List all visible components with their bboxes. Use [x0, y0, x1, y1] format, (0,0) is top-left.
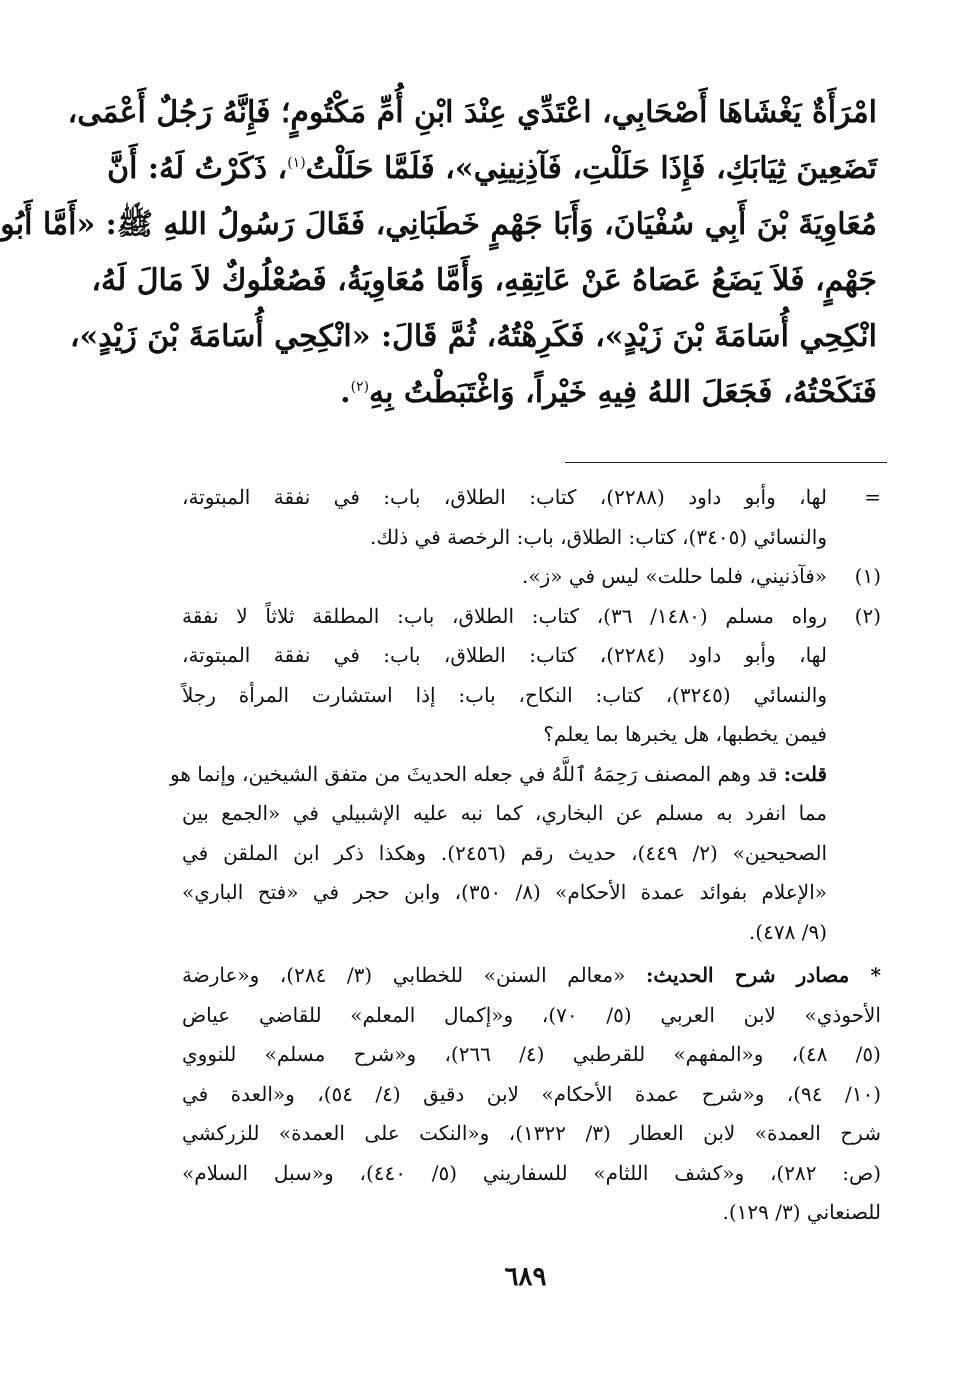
footnote-line: لها، وأبو داود (٢٢٨٨)، كتاب: الطلاق، باب: في نفقة المبتوتة، [182, 485, 827, 509]
qult-text: قد وهم المصنف رَحِمَهُ ٱللَّهُ في جعله الحديثَ من متفق الشيخين، وإنما هو [170, 761, 778, 786]
sources-note [182, 956, 881, 1233]
main-line-5: انْكِحِي أُسَامَةَ بْنَ زَيْدٍ»، فَكَرِهْتُهُ، ثُمَّ قَالَ: «انْكِحِي أُسَامَةَ بْنَ زَيْدٍ»، [69, 319, 877, 354]
footnote-line: مما انفرد به مسلم عن البخاري، كما نبه عليه الإشبيلي في «الجمع بين [182, 801, 827, 825]
continuation-mark: = [864, 485, 881, 509]
footnote-line: (٩/ ٤٧٨). [748, 919, 827, 944]
footnote-1-mark: (١) [854, 564, 881, 588]
footnote-line: فيمن يخطبها، هل يخبرها بما يعلم؟ [543, 722, 827, 746]
footnote-line: رواه مسلم (١٤٨٠/ ٣٦)، كتاب: الطلاق، باب: المطلقة ثلاثاً لا نفقة [182, 603, 827, 628]
footnote-line: والنسائي (٣٤٠٥)، كتاب: الطلاق، باب: الرخصة في ذلك. [369, 524, 827, 549]
page-number: ٦٨٩ [504, 1262, 547, 1292]
hadith-text [0, 85, 877, 421]
footnote-ref-2: (٢) [350, 379, 370, 395]
sources-label: * مصادر شرح الحديث: [645, 963, 881, 987]
footnote-2 [170, 597, 881, 953]
main-line-2 [107, 141, 877, 197]
footnote-separator [565, 462, 887, 463]
footnote-line: شرح العمدة» لابن العطار (٣/ ١٣٢٢)، و«النكت على العمدة» للزركشي [182, 1121, 881, 1145]
footnote-line: «الإعلام بفوائد عمدة الأحكام» (٨/ ٣٥٠)، وابن حجر في «فتح الباري» [182, 880, 827, 904]
main-line-6 [174, 365, 877, 421]
main-line-3: مُعَاوِيَةَ بْنَ أَبِي سُفْيَانَ، وَأَبَا جَهْمٍ خَطَبَانِي، فَقَالَ رَسُولُ اللهِ ﷺ: «أَمَّا أَبُو [0, 207, 877, 242]
footnote-ref-1: (١) [287, 155, 306, 171]
sources-text: «معالم السنن» للخطابي (٣/ ٢٨٤)، و«عارضة [182, 963, 626, 987]
main-line-4: جَهْمٍ، فَلاَ يَضَعُ عَصَاهُ عَنْ عَاتِقِهِ، وَأَمَّا مُعَاوِيَةُ، فَصُعْلُوكٌ لاَ مَالَ لَهُ، [91, 263, 877, 298]
footnote-line: (ص: ٢٨٢)، و«كشف اللثام» للسفاريني (٥/ ٤٤٠)، و«سبل السلام» [182, 1160, 881, 1185]
footnote-1 [182, 557, 881, 597]
footnote-line: الصحيحين» (٢/ ٤٤٩)، حديث رقم (٢٤٥٦). وهكذا ذكر ابن الملقن في [182, 840, 827, 865]
footnote-line: (٥/ ٤٨)، و«المفهم» للقرطبي (٤/ ٢٦٦)، و«شرح مسلم» للنووي [182, 1042, 881, 1066]
footnotes [170, 478, 881, 1233]
qult-label: قلت: [783, 761, 827, 786]
footnote-line [182, 956, 881, 996]
footnote-line: (١٠/ ٩٤)، و«شرح عمدة الأحكام» لابن دقيق (٤/ ٥٤)، و«العدة في [182, 1081, 881, 1106]
footnote-line: الأحوذي» لابن العربي (٥/ ٧٠)، و«إكمال المعلم» للقاضي عياض [182, 1002, 881, 1027]
footnote-line: والنسائي (٣٢٤٥)، كتاب: النكاح، باب: إذا استشارت المرأة رجلاً [182, 682, 827, 707]
footnote-line: «فآذنيني، فلما حللت» ليس في «ز». [521, 564, 827, 588]
main-line-6-text: فَنَكَحْتُهُ، فَجَعَلَ اللهُ فِيهِ خَيْراً، وَاغْتَبَطْتُ بِهِ [369, 375, 877, 410]
main-line-2-text: تَضَعِينَ ثِيَابَكِ، فَإِذَا حَلَلْتِ، فَآذِنِينِي»، فَلَمَّا حَلَلْتُ [305, 151, 877, 186]
footnote-2-mark: (٢) [854, 603, 881, 628]
footnote-continuation [182, 478, 881, 557]
footnote-line [170, 755, 827, 795]
footnote-line: للصنعاني (٣/ ١٢٩). [722, 1200, 881, 1224]
main-line-6-tail: . [340, 375, 351, 410]
footnote-line: لها، وأبو داود (٢٢٨٤)، كتاب: الطلاق، باب: في نفقة المبتوتة، [182, 643, 827, 667]
main-line-2-tail: ، ذَكَرْتُ لَهُ: أَنَّ [107, 151, 288, 186]
main-line-1: امْرَأَةٌ يَغْشَاهَا أَصْحَابِي، اعْتَدِّي عِنْدَ ابْنِ أُمِّ مَكْتُومٍ؛ فَإِنَّهُ رَجُلٌ أَعْمَى، [67, 95, 877, 130]
